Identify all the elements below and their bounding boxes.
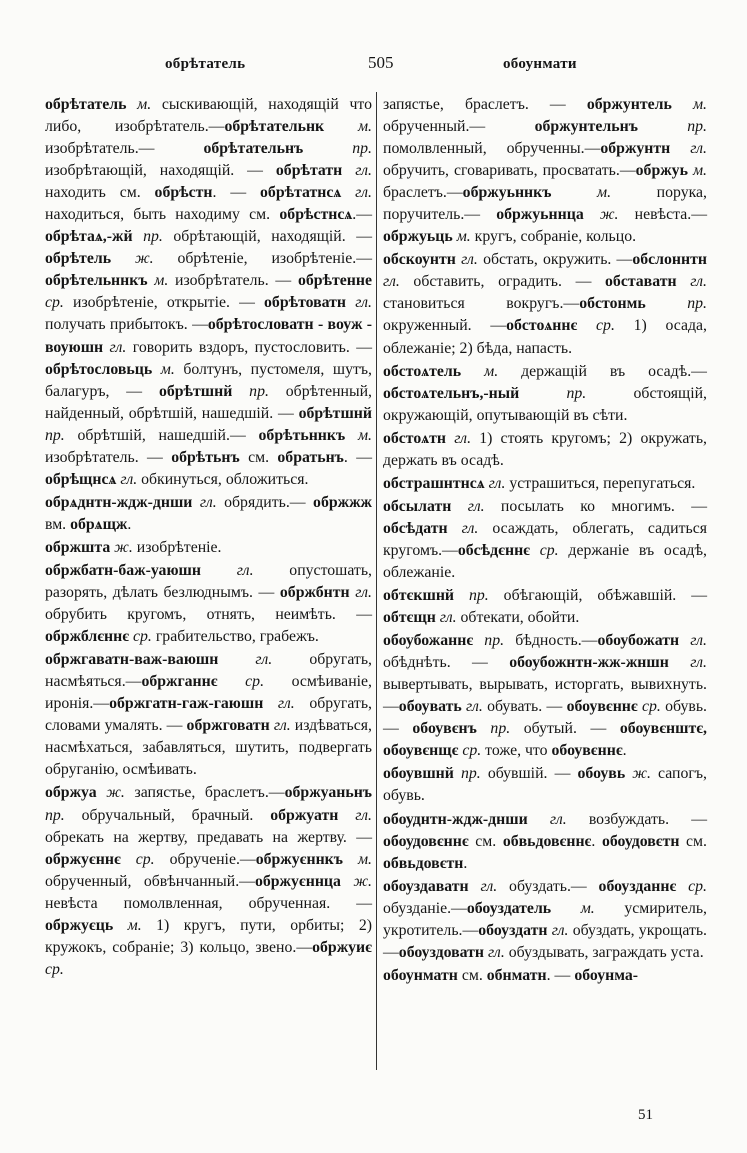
definition-text: запястье, браслетъ. —	[383, 96, 587, 113]
headword: обрѣтьнъ	[171, 448, 240, 466]
grammar-label: пр.	[473, 632, 505, 650]
headword: обратьнъ	[277, 448, 344, 466]
grammar-label: пр.	[476, 720, 511, 738]
grammar-label: ж.	[110, 538, 133, 556]
grammar-label: гл.	[218, 651, 273, 669]
right-column	[383, 94, 707, 988]
headword: обоуздаватн	[383, 877, 469, 895]
dictionary-entry	[45, 782, 372, 980]
grammar-label: гл.	[349, 584, 372, 602]
grammar-label: гл.	[263, 695, 295, 713]
grammar-label: гл.	[468, 877, 498, 895]
grammar-label: гл.	[116, 470, 138, 488]
headword: обрѣщнсѧ	[45, 470, 117, 488]
grammar-label: гл.	[346, 294, 372, 312]
headword: обржгатн-гаж-гаюшн	[109, 695, 264, 713]
definition-text: . —	[212, 184, 261, 202]
grammar-label: гл.	[547, 921, 569, 939]
grammar-label: м.	[551, 899, 595, 917]
definition-text: .	[463, 854, 468, 872]
grammar-label: м.	[461, 362, 499, 380]
definition-text: обстоящій, окружающій, опутывающій въ сѣти.	[383, 384, 707, 424]
headword: обоувєннє	[566, 698, 638, 716]
definition-text: обуздывать, заграждать уста.	[504, 943, 704, 961]
grammar-label: м.	[452, 228, 471, 246]
headword: обоувєнъ	[412, 720, 477, 738]
headword: обржуєць	[45, 916, 114, 934]
definition-text: сапогъ, обувь.	[383, 765, 708, 805]
headword: обсѣдєннє	[457, 541, 530, 559]
definition-text: обувшій. —	[480, 765, 578, 783]
definition-text: сыскивающій, находящій что либо, изобрѣтатель.—	[45, 96, 372, 136]
definition-text: см.	[468, 832, 503, 850]
definition-text: обстать, окружить. —	[477, 251, 633, 269]
definition-text: невѣста помолвленная, обрученная. —	[45, 894, 372, 912]
headword: обоуздатель	[466, 899, 552, 917]
headword: обрѣстнсѧ	[279, 206, 353, 224]
headword: обржговатн	[186, 717, 270, 735]
definition-text: обрученный.—	[383, 118, 535, 136]
headword: обстрашнтнсѧ	[383, 474, 485, 492]
headword: обрѧднтн-ждж-днши	[45, 493, 193, 511]
definition-text: обругать, словами умалять. —	[45, 695, 372, 735]
grammar-label: гл.	[192, 493, 217, 511]
grammar-label: гл.	[670, 140, 707, 158]
definition-text: обручить, сговаривать, просватать.—	[383, 162, 636, 180]
definition-text: обставить, оградить. —	[399, 273, 606, 291]
grammar-label: м.	[147, 272, 169, 290]
definition-text: изобрѣтатель. —	[45, 448, 172, 466]
grammar-label: пр.	[519, 384, 587, 402]
grammar-label: пр.	[45, 806, 65, 824]
headword: обржганнє	[141, 673, 218, 691]
headword: обоуднтн-ждж-днши	[383, 810, 528, 828]
definition-text: находиться, быть находиму см.	[45, 206, 280, 224]
grammar-label: м.	[687, 162, 708, 180]
headword: обржуь	[635, 162, 688, 180]
headword: обстоѧтельнъ,-ный	[383, 384, 520, 402]
headword: обржбатн-баж-уаюшн	[45, 561, 201, 579]
grammar-label: гл.	[447, 519, 479, 537]
grammar-label: ср.	[577, 317, 615, 335]
grammar-label: гл.	[269, 717, 291, 735]
headword: обрѣтель	[45, 250, 112, 268]
definition-text: изобрѣтеніе, открытіе. —	[63, 294, 265, 312]
grammar-label: гл.	[679, 632, 708, 650]
definition-text: 1) кругъ, пути, орбиты; 2) кружокъ, собраніе; 3) кольцо, звено.—	[45, 916, 372, 956]
headword: обрѣтатнсѧ	[260, 184, 342, 202]
grammar-label: м.	[342, 850, 372, 868]
definition-text: .	[127, 515, 132, 533]
grammar-label: ж.	[625, 765, 651, 783]
dictionary-entry	[383, 763, 707, 807]
headword: обржуєннє	[45, 850, 121, 868]
grammar-label: пр.	[645, 295, 707, 313]
headword: обржблєннє	[45, 628, 130, 646]
definition-text: см.	[239, 448, 278, 466]
headword: обрѣтельннкъ	[45, 272, 148, 290]
grammar-label: ср.	[217, 673, 265, 691]
grammar-label: гл.	[455, 251, 478, 269]
headword: обржжж	[313, 493, 372, 511]
definition-text: обуздать, укрощать.—	[383, 921, 707, 961]
definition-text: . —	[343, 448, 373, 466]
headword: обрѣтшнй	[298, 404, 372, 422]
headword: обржуьннца	[496, 206, 584, 224]
headword: обоуздатн	[478, 921, 548, 939]
definition-text: обрубить кругомъ, отнять, неимѣть. —	[45, 606, 372, 624]
headword: обнматн	[486, 966, 547, 984]
headword: обоунма-	[574, 966, 639, 984]
column-divider	[376, 92, 377, 1070]
headword: обржунтель	[586, 96, 672, 113]
headword: обскоунтн	[383, 251, 456, 269]
headword: обржуьць	[383, 228, 453, 246]
dictionary-entry	[45, 537, 372, 559]
grammar-label: гл.	[338, 806, 372, 824]
grammar-label: ср.	[120, 850, 155, 868]
left-column	[45, 94, 372, 982]
definition-text: 1) стоять кругомъ; 2) окружать, держать въ осадѣ.	[383, 429, 707, 469]
definition-text: обѣднѣть. —	[383, 654, 510, 672]
headword: обоувь	[577, 765, 626, 783]
grammar-label: м.	[113, 916, 142, 934]
definition-text: обрекать на жертву, предавать на жертву. —	[45, 828, 372, 846]
dictionary-entry	[45, 94, 372, 491]
definition-text: тоже, что	[481, 742, 552, 760]
headword: обрѣтословатн - воуж - воуюшн	[45, 316, 372, 356]
headword: обрѣтоватн	[264, 294, 347, 312]
definition-text: устрашиться, перепугаться.	[505, 474, 696, 492]
headword: обрѣтательнъ	[203, 140, 304, 158]
headword: обставатн	[605, 273, 677, 291]
headword: обсылатн	[383, 497, 452, 515]
right-guide-word: обоунмати	[503, 56, 577, 72]
grammar-label: гл.	[527, 810, 567, 828]
dictionary-entry	[383, 585, 707, 629]
definition-text: грабительство, грабежъ.	[151, 628, 319, 646]
headword: обрѧщж	[70, 515, 128, 533]
grammar-label: ж.	[583, 206, 619, 224]
definition-text: осмѣиваніе, иронія.—	[45, 673, 372, 713]
definition-text: становиться вокругъ.—	[383, 295, 580, 313]
headword: обржуиє	[312, 938, 372, 956]
headword: обслоннтн	[632, 251, 707, 269]
headword: обрѣтшнй	[158, 382, 233, 400]
definition-text: держащій въ осадѣ.—	[498, 362, 707, 380]
definition-text: обручальный, брачный.	[64, 806, 271, 824]
headword: обрѣтатель	[45, 96, 138, 113]
grammar-label: ср.	[129, 628, 152, 646]
left-guide-word: обрѣтатель	[165, 56, 246, 72]
definition-text: обувь. —	[383, 698, 707, 738]
headword: обоузданнє	[598, 877, 677, 895]
headword: обтєкшнй	[383, 587, 455, 605]
definition-text: обувать. —	[482, 698, 567, 716]
definition-text: обрѣтшій, нашедшій.—	[64, 426, 259, 444]
grammar-label: гл.	[668, 654, 707, 672]
definition-text: кругъ, собраніе, кольцо.	[470, 228, 637, 246]
headword: обоуздоватн	[398, 943, 485, 961]
headword: обстонмь	[579, 295, 646, 313]
dictionary-entry	[45, 560, 372, 648]
headword: обрѣстн	[154, 184, 213, 202]
definition-text: находить см.	[45, 184, 155, 202]
grammar-label: м.	[152, 360, 175, 378]
dictionary-entry	[383, 94, 707, 248]
headword: обтєщн	[383, 609, 436, 627]
grammar-label: м.	[345, 426, 373, 444]
headword: обоудовєннє	[383, 832, 469, 850]
definition-text: обуздать.—	[497, 877, 599, 895]
definition-text: окруженный. —	[383, 317, 507, 335]
page-number: 505	[368, 53, 394, 72]
headword: обржунтн	[600, 140, 671, 158]
definition-text: обѣгающій, обѣжавшій. —	[488, 587, 707, 605]
definition-text: возбуждать. —	[566, 810, 707, 828]
grammar-label: пр.	[303, 140, 372, 158]
definition-text: запястье, браслетъ.—	[124, 784, 285, 802]
signature-number: 51	[638, 1107, 653, 1123]
definition-text: обтекати, обойти.	[456, 609, 580, 627]
grammar-label: гл.	[484, 943, 505, 961]
headword: обрѣтенне	[297, 272, 372, 290]
grammar-label: гл.	[383, 273, 400, 291]
headword: обржгаватн-важ-ваюшн	[45, 651, 219, 669]
grammar-label: ср.	[45, 294, 64, 312]
grammar-label: гл.	[341, 184, 372, 202]
definition-text: .—	[352, 206, 372, 224]
headword: обоунматн	[383, 966, 458, 984]
definition-text: см.	[679, 832, 707, 850]
grammar-label: гл.	[484, 474, 506, 492]
dictionary-entry	[383, 809, 707, 875]
dictionary-entry	[383, 876, 707, 964]
definition-text: усмиритель, укротитель.—	[383, 899, 707, 939]
headword: обржуєннца	[254, 872, 341, 890]
definition-text: .	[622, 742, 627, 760]
definition-text: обругать, насмѣяться.—	[45, 651, 372, 691]
dictionary-entry	[383, 361, 707, 427]
definition-text: браслетъ.—	[383, 184, 463, 202]
definition-text: . —	[546, 966, 575, 984]
grammar-label: гл.	[103, 338, 127, 356]
headword: обржуьннкъ	[462, 184, 552, 202]
headword: обрѣтословьць	[45, 360, 153, 378]
headword: обрѣтатн	[275, 162, 343, 180]
grammar-label: ср.	[676, 877, 707, 895]
definition-text: обрѣтающій, находящій. —	[162, 228, 372, 246]
headword: обрѣтательнк	[224, 118, 325, 136]
grammar-label: пр.	[132, 228, 163, 246]
headword: обстоѧтель	[383, 362, 462, 380]
definition-text: говорить вздоръ, пустословить. —	[126, 338, 372, 356]
definition-text: обкинуться, обложиться.	[137, 470, 309, 488]
definition-text: обрѣтенный, найденный, обрѣтшій, нашедшій. —	[45, 382, 373, 422]
grammar-label: ср.	[458, 742, 482, 760]
grammar-label: м.	[324, 118, 372, 136]
headword: обржуатн	[270, 806, 339, 824]
definition-text: обрученный, обвѣнчанный.—	[45, 872, 255, 890]
definition-text: невѣста.—	[618, 206, 707, 224]
headword: обсѣдатн	[383, 519, 448, 537]
grammar-label: ср.	[530, 541, 559, 559]
headword: обоувшнй	[383, 765, 454, 783]
grammar-label: пр.	[454, 587, 489, 605]
definition-text: получать прибытокъ. —	[45, 316, 208, 334]
grammar-label: пр.	[637, 118, 707, 136]
dictionary-entry	[383, 428, 707, 472]
definition-text: осаждать, облегать, садиться кругомъ.—	[383, 519, 707, 559]
definition-text: держаніе въ осадѣ, облежаніе.	[383, 541, 707, 581]
definition-text: вывертывать, вырывать, исторгать, вывихнуть.—	[383, 676, 707, 716]
grammar-label: гл.	[446, 429, 472, 447]
grammar-label: ср.	[45, 960, 64, 978]
dictionary-entry	[383, 473, 707, 495]
grammar-label: гл.	[451, 497, 485, 515]
definition-text: .	[591, 832, 602, 850]
headword: обстоѧннє	[506, 317, 578, 335]
definition-text: обузданіе.—	[383, 899, 467, 917]
dictionary-entry	[45, 492, 372, 536]
definition-text: изобрѣтеніе.	[132, 538, 222, 556]
grammar-label: гл.	[676, 273, 707, 291]
definition-text: порука, поручитель.—	[383, 184, 707, 224]
dictionary-entry	[383, 965, 707, 987]
headword: обоудовєтн	[601, 832, 680, 850]
headword: обржуєннкъ	[255, 850, 343, 868]
headword: обржунтельнъ	[534, 118, 638, 136]
dictionary-entry	[45, 649, 372, 781]
headword: обржбнтн	[279, 584, 350, 602]
grammar-label: ср.	[637, 698, 661, 716]
headword: обрѣтьннкъ	[258, 426, 346, 444]
grammar-label: ж.	[340, 872, 372, 890]
headword: обржуа	[45, 784, 97, 802]
definition-text: изобрѣтатель. —	[168, 272, 298, 290]
definition-text: помолвленный, обрученны.—	[383, 140, 601, 158]
definition-text: см.	[457, 966, 487, 984]
definition-text: 1) осада, облежаніе; 2) бѣда, напасть.	[383, 317, 707, 357]
grammar-label: гл.	[435, 609, 457, 627]
grammar-label: ж.	[111, 250, 154, 268]
headword: обржуаньнъ	[284, 784, 373, 802]
grammar-label: ж.	[96, 784, 125, 802]
headword: обоубожнтн-жж-жншн	[509, 654, 669, 672]
grammar-label: м.	[137, 96, 152, 113]
grammar-label: гл.	[461, 698, 483, 716]
definition-text: изобрѣтатель.—	[45, 140, 204, 158]
headword: обоубожаннє	[383, 632, 474, 650]
headword: обстоѧтн	[383, 429, 447, 447]
definition-text: болтунъ, пустомеля, шутъ, балагуръ, —	[45, 360, 372, 400]
definition-text: обрученіе.—	[154, 850, 256, 868]
headword: обоувєнштє, обоувєнщє	[383, 720, 707, 760]
headword: обвьдовєтн	[383, 854, 464, 872]
grammar-label: м.	[551, 184, 612, 202]
dictionary-entry	[383, 249, 707, 359]
definition-text: вм.	[45, 515, 71, 533]
headword: обоувєннє	[551, 742, 623, 760]
definition-text: обрѣтеніе, изобрѣтеніе.—	[153, 250, 373, 268]
headword: обржшта	[45, 538, 111, 556]
dictionary-entry	[383, 630, 707, 762]
headword: обрѣтаѧ,-жй	[45, 228, 133, 246]
definition-text: посылать ко многимъ. —	[484, 497, 707, 515]
headword: обвьдовєннє	[502, 832, 592, 850]
definition-text: обрядить.—	[216, 493, 314, 511]
definition-text: издѣваться, насмѣхаться, забавляться, шутить, подвергать обруганію, осмѣивать.	[45, 717, 372, 779]
headword: обоубожатн	[597, 632, 680, 650]
grammar-label: гл.	[200, 561, 254, 579]
grammar-label: пр.	[232, 382, 269, 400]
grammar-label: пр.	[453, 765, 481, 783]
definition-text: изобрѣтающій, находящій. —	[45, 162, 276, 180]
headword: обоувать	[398, 698, 462, 716]
definition-text: опустошать, разорять, дѣлать безлюднымъ. —	[45, 561, 372, 602]
definition-text: обутый. —	[510, 720, 620, 738]
definition-text: бѣдность.—	[504, 632, 598, 650]
dictionary-entry	[383, 496, 707, 584]
grammar-label: м.	[671, 96, 707, 113]
grammar-label: пр.	[45, 426, 65, 444]
running-header	[0, 53, 747, 80]
grammar-label: гл.	[342, 162, 372, 180]
